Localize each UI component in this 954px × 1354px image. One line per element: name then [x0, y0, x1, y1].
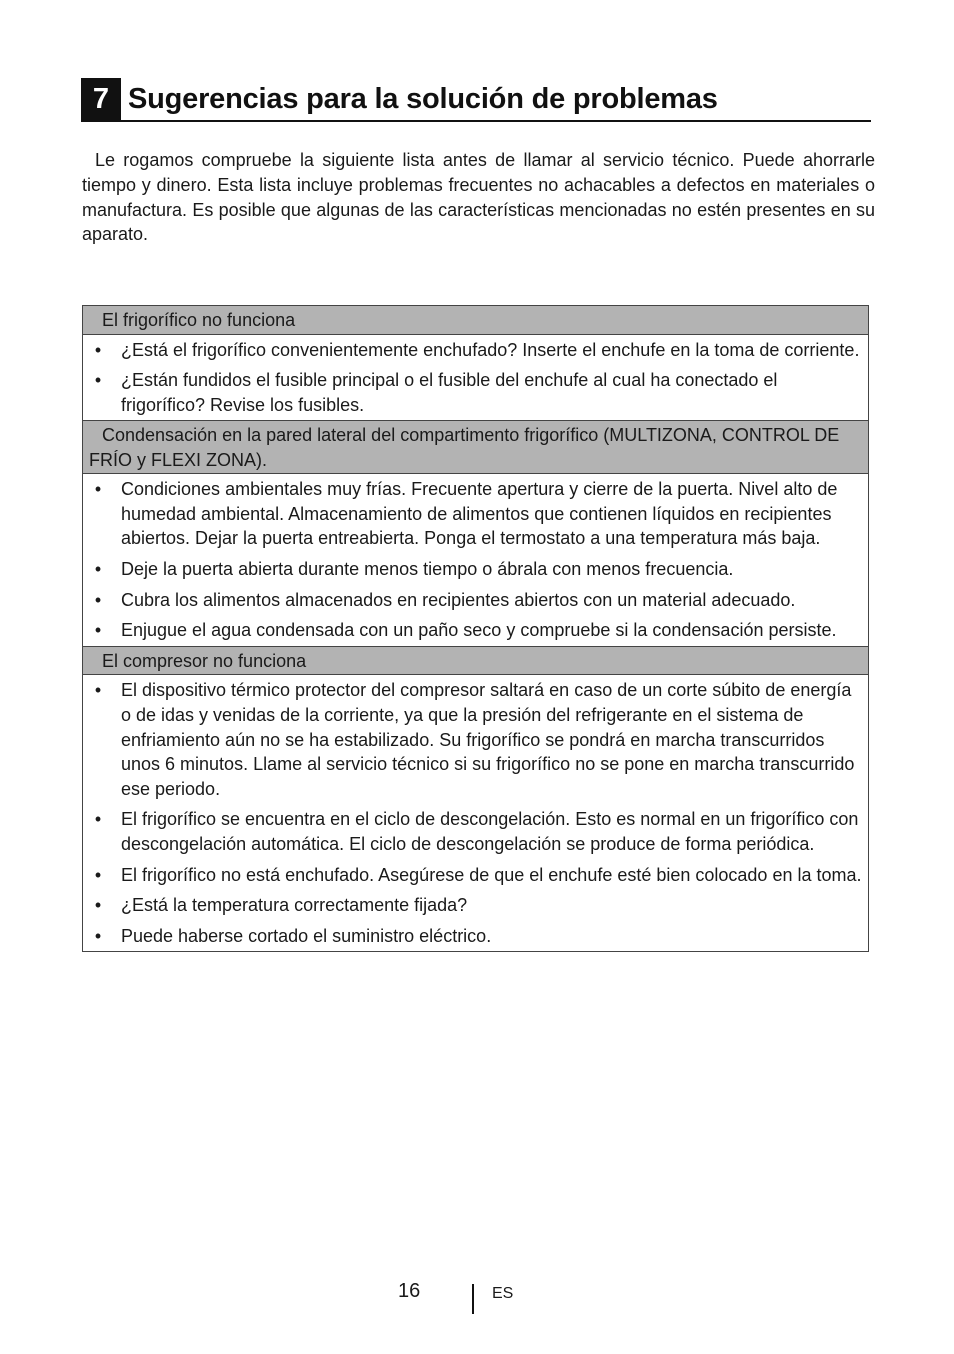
bullet-icon: • [94, 589, 102, 610]
list-item [83, 588, 868, 613]
list-item [83, 924, 868, 949]
bullet-icon: • [94, 559, 102, 580]
list-item-text: ¿Está el frigorífico convenientemente enchufado? Inserte el enchufe en la toma de corriente. [121, 339, 860, 360]
solution-list [83, 474, 868, 647]
list-item [83, 863, 868, 888]
list-item [83, 893, 868, 918]
problem-heading: Condensación en la pared lateral del compartimento frigorífico (MULTIZONA, CONTROL DE FRÍO y FLEXI ZONA). [83, 421, 868, 474]
list-item-text: El frigorífico no está enchufado. Asegúrese de que el enchufe esté bien colocado en la toma. [121, 864, 862, 885]
page-title: Sugerencias para la solución de problemas [128, 82, 718, 115]
bullet-icon: • [94, 620, 102, 641]
problem-heading: El compresor no funciona [83, 647, 868, 676]
bullet-icon: • [94, 895, 102, 916]
list-item-text: Deje la puerta abierta durante menos tiempo o ábrala con menos frecuencia. [121, 559, 734, 580]
list-item [83, 477, 868, 551]
bullet-icon: • [94, 370, 102, 391]
page-number: 16 [398, 1280, 421, 1302]
section-number: 7 [81, 78, 121, 120]
bullet-icon: • [94, 809, 102, 830]
list-item-text: Enjugue el agua condensada con un paño seco y compruebe si la condensación persiste. [121, 620, 837, 641]
list-item-text: ¿Están fundidos el fusible principal o el fusible del enchufe al cual ha conectado el frigorífico? Revise los fusibles. [121, 370, 778, 415]
bullet-icon: • [94, 680, 102, 701]
footer-divider [472, 1284, 474, 1314]
list-item [83, 368, 868, 417]
list-item-text: Puede haberse cortado el suministro eléctrico. [121, 925, 492, 946]
solution-list [83, 335, 868, 422]
bullet-icon: • [94, 479, 102, 500]
bullet-icon: • [94, 339, 102, 360]
problem-heading: El frigorífico no funciona [83, 306, 868, 335]
list-item [83, 338, 868, 363]
list-item [83, 557, 868, 582]
bullet-icon: • [94, 864, 102, 885]
list-item-text: Condiciones ambientales muy frías. Frecuente apertura y cierre de la puerta. Nivel alto de humedad ambiental. Almacenamiento de alimentos que contienen líquidos en recipientes abiertos. Dejar la puerta entreabierta. Ponga el termostato a una temperatura más baja. [121, 479, 838, 549]
bullet-icon: • [94, 925, 102, 946]
intro-paragraph: Le rogamos compruebe la siguiente lista antes de llamar al servicio técnico. Puede ahorrarle tiempo y dinero. Esta lista incluye problemas frecuentes no achacables a defectos en materiales o manufactura. Es posible que algunas de las características mencionadas no estén presentes en su aparato. [82, 150, 875, 245]
troubleshooting-table [82, 305, 869, 952]
language-code: ES [492, 1285, 514, 1302]
list-item-text: El dispositivo térmico protector del compresor saltará en caso de un corte súbito de energía o de idas y venidas de la corriente, ya que la presión del refrigerante en el sistema de enfriamiento aún no se ha estabilizado. Su frigorífico se pondrá en marcha transcurridos unos 6 minutos. Llame al servicio técnico si su frigorífico no se pone en marcha transcurrido ese periodo. [121, 680, 855, 799]
solution-list [83, 675, 868, 951]
list-item-text: El frigorífico se encuentra en el ciclo de descongelación. Esto es normal en un frigorífico con descongelación automática. El ciclo de descongelación se produce de forma periódica. [121, 809, 859, 854]
list-item [83, 678, 868, 801]
section-heading [81, 78, 871, 122]
list-item-text: ¿Está la temperatura correctamente fijada? [121, 895, 468, 916]
list-item [83, 618, 868, 643]
list-item-text: Cubra los alimentos almacenados en recipientes abiertos con un material adecuado. [121, 589, 796, 610]
list-item [83, 807, 868, 856]
